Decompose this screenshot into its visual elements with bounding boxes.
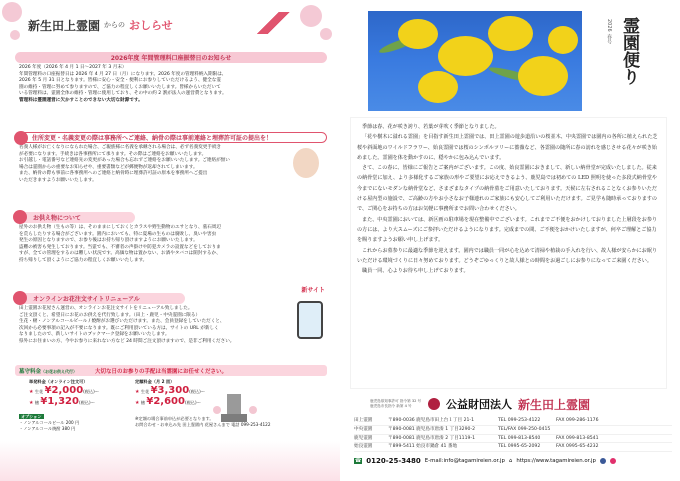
text-line: 名義人様がお亡くなりになられた場合、ご親族様に名義を承継される場合は、必ず名義変更手続き — [19, 145, 222, 150]
text-line: 屋外のお供え物（生もの等）は、そのままにしておくとカラスや野生動物のエサとなり、墓石周辺 — [19, 225, 221, 230]
section-offerings-label: お供え物について — [33, 215, 81, 222]
header-org: 新生田上霊園 — [28, 18, 101, 33]
single-price-row — [29, 396, 119, 407]
text-line: ご注文頂くと、希望日にお花のお供えを代行致します。（田上・鹿児・中央霊園に限る） — [19, 312, 201, 318]
single-price-label: 単発料金（オンライン注文可） — [29, 379, 88, 384]
newsletter-title-panel — [585, 11, 656, 111]
office-fax — [556, 426, 616, 434]
office-tel[interactable]: TEL 099-253-4122 — [498, 418, 541, 423]
price-title — [19, 367, 77, 375]
text-line: 年間管理料の口座振替日は 2026 年 4 月 27 日（月）になります。2026 年度の管理料納入期限は、 — [19, 71, 227, 77]
flower-icon — [13, 291, 27, 305]
body-paragraph: さて、この春に、皆様にご報告とご案内がございます。この度、始良霊園におきまして、新しい納骨堂が完成いたしました。従来の納骨堂に加え、より多様化するご家族の形やご要望にお応えできるよう、鹿児島では初めての LED 照明を使った多段式納骨堂や今までにないモダンな納骨堂など、さまざまなタイプの納骨墓をご用意いたしております。天候に左右されることなくお参りいただける屋内型の施設で、ご高齢の方やお小さなお子様連れのご家族にも安心してご利用いただけます。ご見学も随時承っておりますので、ご関心をお持ちの方はお気軽に事務所までお問い合わせください。 — [357, 165, 658, 213]
pencil-icon — [250, 12, 300, 34]
office-fax: FAX 099-813-8541 — [556, 435, 599, 441]
text-line: が必要になります。手続きは各事務所にて承ります。その際はご連絡をお願いいたします。 — [19, 151, 207, 157]
section-online-title — [15, 293, 185, 304]
text-line: なりましたので、新しいサイトのブックマーク登録をお願いいたします。 — [19, 332, 170, 338]
text-line: いただきますようお願いいたします。 — [19, 177, 97, 183]
right-page — [340, 0, 680, 481]
office-address: 〒890-0081 鹿児島市唐湊 2 丁目1119-1 — [388, 435, 476, 441]
options-block — [19, 414, 129, 432]
contact-bar — [354, 457, 672, 465]
office-name: 田上霊園 — [354, 418, 373, 423]
office-row — [354, 435, 672, 444]
office-row — [354, 426, 672, 435]
smartphone-illustration — [297, 301, 323, 339]
instagram-icon[interactable] — [610, 458, 616, 464]
email-link[interactable]: E-mail:info@tagamireien.or.jp — [424, 458, 505, 464]
option-label: オプション — [21, 414, 42, 419]
star-icon: ★ — [29, 389, 34, 395]
registration-text: 鹿児島県知事許可 指令第 32 号 鹿児島市長指令 新第 4 号 — [370, 399, 422, 408]
organization-logo-icon — [428, 398, 440, 410]
text-line: 盗難の被害も発生しております。当霊でも、不審者の声掛けや防犯カメラの設置などをしておりま — [19, 244, 221, 250]
flower-icon — [13, 210, 27, 224]
section-online-order — [15, 287, 327, 348]
text-line: また、納骨の際も事前に各事務所へのご連絡と納骨時に埋葬許可証の原本を事務所へご提出 — [19, 171, 208, 177]
sakura-decoration — [300, 5, 322, 27]
flower-icon — [14, 131, 28, 145]
item-unit: (税込)〜 — [78, 400, 95, 405]
single-price — [29, 379, 119, 407]
new-site-label: 新サイト — [301, 287, 325, 294]
regular-price-label: 定額料金（月 2 回） — [135, 379, 175, 384]
sakura-decoration — [10, 30, 20, 40]
section-payment — [15, 52, 327, 107]
text-line: 持ち帰りして頂くようにご協力の程宜しくお願いいたします。 — [19, 257, 148, 263]
office-address: 〒899-5411 始良市鍋倉 41 番地 — [388, 444, 458, 450]
star-icon: ★ — [135, 400, 140, 406]
section-address-label: 住所変更・名義変更の際は事務所へご連絡、納骨の際は事前連絡と埋葬許可証の提出を！ — [32, 135, 273, 142]
mimosa-flower — [398, 19, 438, 49]
section-online-label: オンラインお花注文サイトリニューアル — [33, 296, 140, 303]
text-line: 2026 年 5 月 31 日となります。皆様に安心・安全・便利にお参りしていただけるよう、健全な霊 — [19, 78, 221, 84]
item-name: 生花 — [34, 389, 44, 394]
regular-price — [135, 379, 225, 407]
section-payment-title: 2026年度 年間管理料口座振替日のお知らせ — [15, 52, 327, 63]
text-line: 次回から必要事項の記入が不要になります。既にご利用頂いている方は、サイトの URL が新しく — [19, 325, 219, 331]
item-price: ¥2,600 — [146, 396, 185, 407]
text-line: 生花・樒・ノンアルコールビール / 焼酎がお選びいただけます。また、会員登録をしていただくと、 — [19, 319, 225, 325]
sakura-decoration — [320, 28, 332, 40]
regular-price-row — [135, 396, 225, 407]
body-paragraph: 「花や樹木に溢れる霊園」を目指す新生田上霊園では、田上霊園の遊歩道沿いの桜並木、中央霊園では園内の各所に植えられた芝桜や斜面地のワイルドフラワー、始良霊園では桜のシンボルツリーに薔薇など、各霊園の随所に春の訪れを感じさせる花々が咲き始めました。霊園を体を動かすのに、穏やかに包み込んでいます。 — [357, 134, 658, 161]
freedial-number[interactable]: 0120-25-3480 — [366, 457, 421, 465]
sakura-footer-decoration — [0, 441, 340, 481]
office-fax: FAX 0995-65-4232 — [556, 444, 599, 450]
regular-price-row — [135, 385, 225, 396]
sakura-decoration — [2, 2, 22, 22]
organization-prefix: 公益財団法人 — [446, 398, 512, 411]
section-online-body — [15, 304, 327, 348]
office-name: 中央霊園 — [354, 426, 373, 432]
item-name: 樒 — [140, 400, 146, 405]
edition-year: 2026 — [606, 19, 612, 32]
section-offerings — [15, 212, 327, 267]
website-link[interactable]: https://www.tagamireien.or.jp — [516, 458, 596, 464]
price-contact: お問合わせ・お申込み先 田上霊園内 花屋さんまで 電話 099-253-4122 — [135, 422, 271, 427]
price-note: ※定額の場合事前申込が必要となります。 — [135, 416, 214, 421]
mimosa-flower — [488, 16, 533, 51]
star-icon: ★ — [29, 400, 34, 406]
item-name: 生花 — [140, 389, 150, 394]
newsletter-header — [28, 10, 248, 40]
office-address: 〒890-0081 鹿児島市唐湊 1 丁目3290-2 — [388, 426, 476, 432]
item-unit: (税込)〜 — [83, 389, 99, 394]
mimosa-flower — [438, 36, 493, 76]
gravestone-icon — [213, 390, 257, 424]
section-offerings-title — [15, 212, 135, 223]
section-address-body — [15, 143, 327, 187]
section-payment-body — [15, 63, 327, 107]
item-price: ¥1,320 — [40, 396, 79, 407]
body-paragraph: また、中央霊園においては、新区画の駐車場を現在整備中でございます。これまでご不便をおかけしておりました上層段をお参りの方には、より大スムーズにご参拝いただけるようになります。完成までの間、ご不便をおかけいたしますが、何卒ご理解とご協力を賜りますようお願い申し上げます。 — [357, 216, 658, 244]
office-row — [354, 417, 672, 426]
item-unit: (税込)〜 — [184, 400, 201, 405]
office-name: 鹿児霊園 — [354, 435, 373, 441]
organization-block — [370, 393, 660, 415]
office-row — [354, 443, 672, 452]
text-line: 2026 年度（2026 年 4 月 1 日〜2027 年 3 月末） — [19, 65, 127, 70]
section-address-change — [15, 132, 327, 187]
text-line: 管理料は霊園運営に欠かすことのできない大切な財源です。 — [19, 97, 143, 103]
body-paragraph: 季節は春、花が咲き誇り、若葉が芽吹く季節となりました。 — [362, 124, 500, 130]
mimosa-flower — [418, 71, 458, 103]
office-tel[interactable]: TEL 0995-65-2092 — [498, 444, 541, 450]
price-title-sub: （お花お供え代行） — [41, 368, 78, 374]
text-line: 園の維持・管理に努めて参りますので、ご協力の程宜しくお願いいたします。皆様からいただいて — [19, 84, 221, 90]
star-icon: ★ — [135, 389, 140, 395]
text-line: を荒らしたりする場合がございます。園内においても、特に夏場の生ものは腐敗し、臭いや害虫 — [19, 231, 217, 237]
office-address: 〒890-0036 鹿児島市田上台１丁目 21-1 — [388, 418, 474, 423]
section-offerings-body — [15, 223, 327, 267]
body-paragraph: 職員一同、心よりお待ち申し上げております。 — [362, 268, 469, 275]
text-line: 場合は霊園からの重要なお知らせや、重要書類などが郵便物が返却されてしまいます。 — [19, 164, 198, 170]
item-price: ¥3,300 — [150, 385, 190, 396]
price-title-text: 墓守料金 — [19, 368, 42, 375]
organization-name: 新生田上霊園 — [518, 397, 591, 412]
text-line: お引越し・電話番号など連絡先の変更があった場合も忘れずご連絡をお願いいたします。ご連絡が無い — [19, 158, 230, 164]
text-line: いる管理料は、霊園全体の維持・管理に使用しており、その中の約 2 割が法人の運営費となります。 — [19, 91, 227, 97]
mimosa-flower — [518, 56, 568, 96]
elderly-person-illustration — [291, 146, 321, 180]
price-banner: 大切な日のお参りの手配は当霊園にお任せください。 — [95, 368, 228, 375]
option-item: ・ノンアルコール焼酎 380 円 — [19, 426, 76, 431]
item-price: ¥2,000 — [44, 385, 84, 396]
office-fax: FAX 099-286-1176 — [556, 418, 599, 423]
single-price-row — [29, 385, 119, 396]
newsletter-title: 霊園便り — [619, 17, 639, 85]
office-tel[interactable]: TEL/FAX 099-250-0415 — [498, 426, 551, 432]
header-title: おしらせ — [129, 19, 173, 32]
facebook-icon[interactable] — [600, 458, 606, 464]
newsletter-edition — [606, 17, 613, 44]
section-address-title — [15, 132, 327, 143]
text-line: 発生の原因となりますので、お参り後はお持ち帰り頂けますようにお願いいたします。 — [19, 238, 198, 244]
option-item: ・ノンアルコールビール 200 円 — [19, 420, 80, 425]
text-line: 県外にお住まいの方、今やお参りに来れない方など 24 時間ご注文頂けますので、是非ご利用ください。 — [19, 338, 235, 344]
office-name: 始良霊園 — [354, 444, 373, 450]
edition-season: 春号 — [606, 33, 612, 44]
web-icon: ⌂ — [508, 458, 513, 464]
office-tel[interactable]: TEL 099-813-8540 — [498, 435, 541, 441]
newsletter-body — [350, 117, 667, 389]
office-list — [354, 417, 672, 452]
item-unit: (税込)〜 — [189, 389, 205, 394]
body-paragraph: これからお墓参りに最適な季節を迎えます。園内では職員一同が心を込めて清掃や植栽の手入れを行い、故人様が安らかにお眠りいただける環境づくりに日々努めております。どうぞごゆっくりと故人様との時間をお過ごしにお参りになってご来園ください。 — [357, 247, 658, 264]
header-from: からの — [104, 21, 126, 29]
price-box — [15, 365, 327, 431]
item-name: 樒 — [34, 400, 40, 405]
price-header — [15, 365, 327, 376]
mimosa-flower — [548, 26, 578, 54]
freedial-icon: ☎ — [355, 458, 362, 464]
mimosa-photo — [368, 11, 582, 111]
text-line: 田上霊園お花屋さん運営の、オンラインお花注文サイトをリニューアル致しました。 — [19, 306, 193, 311]
text-line: すが、全ての管理をするのは難しい状況です。高価な物は置かない、お酒やタバコは開封するか、 — [19, 251, 221, 257]
